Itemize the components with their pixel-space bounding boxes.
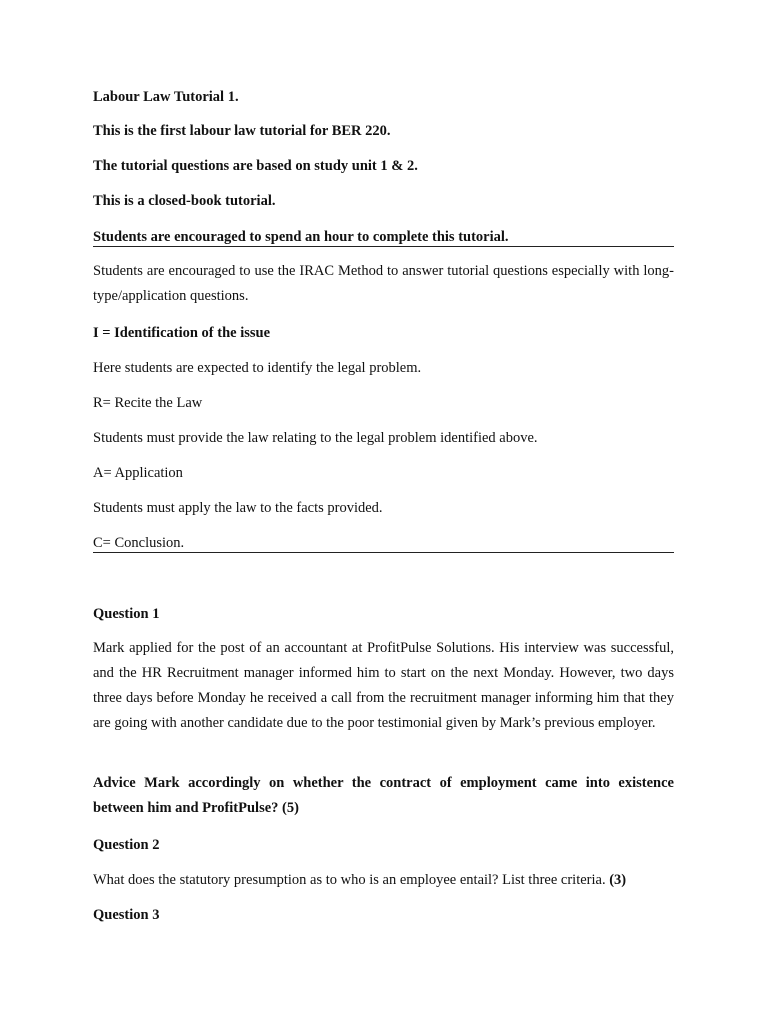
- irac-issue-heading: I = Identification of the issue: [93, 325, 271, 341]
- question-3-heading: Question 3: [93, 907, 160, 923]
- section-divider: [93, 246, 674, 247]
- irac-rule-heading: R= Recite the Law: [93, 395, 203, 411]
- document-title: Labour Law Tutorial 1.: [93, 89, 239, 105]
- section-divider: [93, 552, 674, 553]
- question-2-marks: (3): [609, 872, 627, 888]
- question-1-heading: Question 1: [93, 606, 160, 622]
- irac-issue-text: Here students are expected to identify the legal problem.: [93, 360, 422, 376]
- intro-line-closed-book: This is a closed-book tutorial.: [93, 193, 276, 209]
- question-2-heading: Question 2: [93, 837, 160, 853]
- intro-line-units: The tutorial questions are based on study unit 1 & 2.: [93, 158, 418, 174]
- question-2-body: What does the statutory presumption as to who is an employee entail? List three criteria.: [93, 872, 606, 888]
- question-2-body-line: [93, 871, 674, 889]
- intro-line-duration: Students are encouraged to spend an hour to complete this tutorial.: [93, 229, 509, 245]
- irac-rule-text: Students must provide the law relating to the legal problem identified above.: [93, 430, 538, 446]
- question-1-body: Mark applied for the post of an accountant at ProfitPulse Solutions. His interview was successful, and the HR Recruitment manager informed him to start on the next Monday. However, two days three days before Monday he received a call from the recruitment manager informing him that they are going with another candidate due to the poor testimonial given by Mark’s previous employer.: [93, 640, 674, 731]
- irac-intro: Students are encouraged to use the IRAC Method to answer tutorial questions especially with long-type/application questions.: [93, 263, 674, 304]
- question-1-task: Advice Mark accordingly on whether the contract of employment came into existence between him and ProfitPulse? (5): [93, 775, 674, 816]
- intro-line-course: This is the first labour law tutorial for BER 220.: [93, 123, 391, 139]
- irac-application-heading: A= Application: [93, 465, 183, 481]
- irac-application-text: Students must apply the law to the facts provided.: [93, 500, 383, 516]
- irac-conclusion-heading: C= Conclusion.: [93, 535, 185, 551]
